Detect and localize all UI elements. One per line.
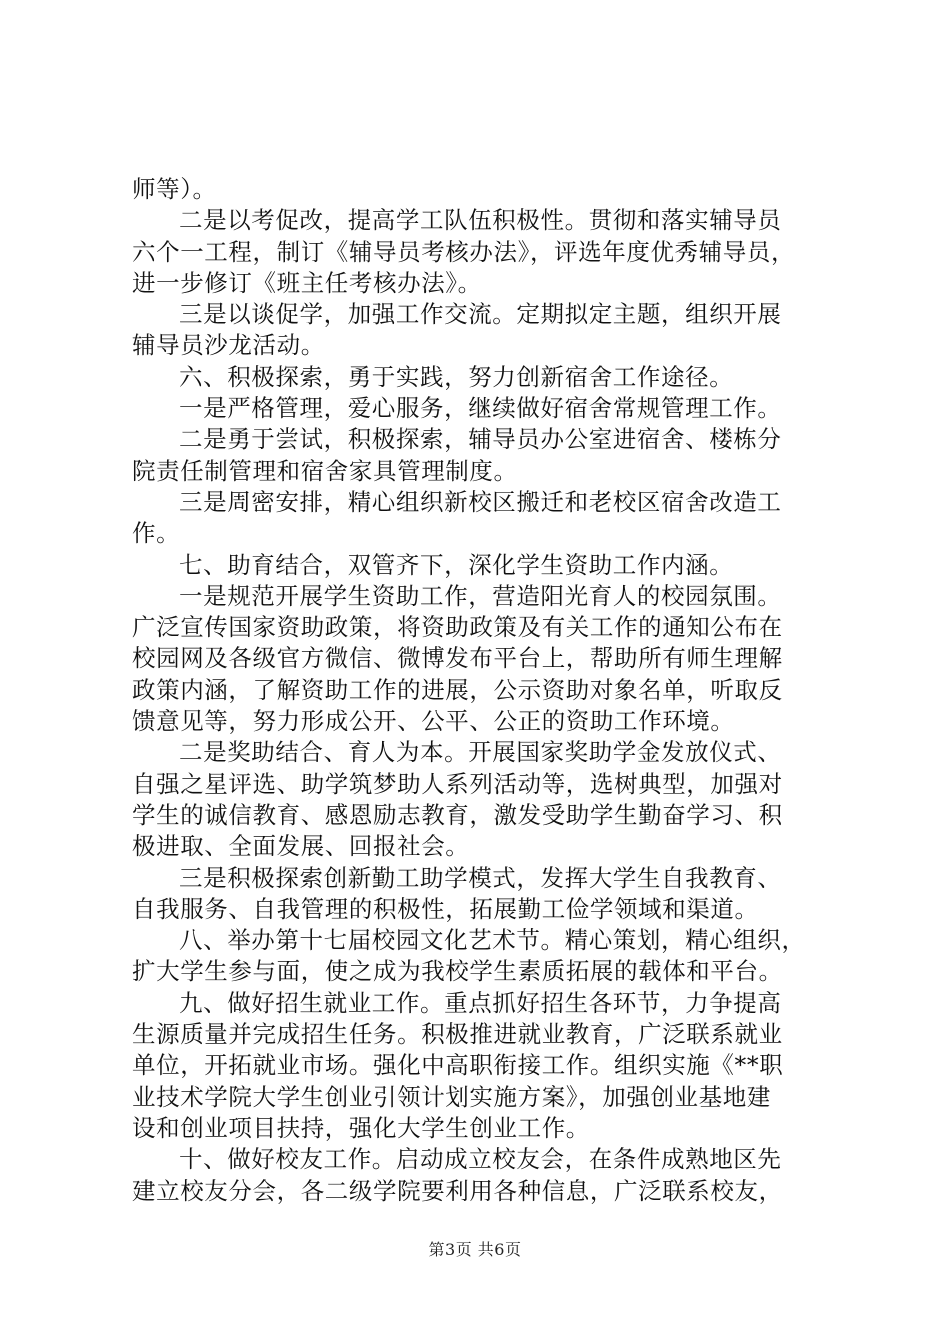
text-line: 极进取、全面发展、回报社会。 [132,832,470,861]
text-line: 六个一工程，制订《辅导员考核办法》，评选年度优秀辅导员， [132,237,796,266]
page-footer: 第3页 共6页 [428,1240,522,1259]
text-line: 九、做好招生就业工作。重点抓好招生各环节，力争提高 [179,988,782,1017]
text-line: 扩大学生参与面，使之成为我校学生素质拓展的载体和平台。 [132,957,783,986]
text-line: 二是以考促改，提高学工队伍积极性。贯彻和落实辅导员 [179,206,782,235]
text-line: 政策内涵，了解资助工作的进展，公示资助对象名单，听取反 [132,675,783,704]
text-line: 作。 [132,519,181,548]
text-line: 师等）。 [132,175,217,203]
text-line: 辅导员沙龙活动。 [132,331,325,360]
text-line: 建立校友分会，各二级学院要利用各种信息，广泛联系校友， [132,1176,783,1205]
text-line: 广泛宣传国家资助政策，将资助政策及有关工作的通知公布在 [132,613,783,642]
text-line: 三是以谈促学，加强工作交流。定期拟定主题，组织开展 [179,300,782,329]
text-line: 三是周密安排，精心组织新校区搬迁和老校区宿舍改造工 [179,487,782,516]
document-body [132,174,832,1207]
text-line: 三是积极探索创新勤工助学模式，发挥大学生自我教育、 [179,863,782,892]
text-line: 二是奖助结合、育人为本。开展国家奖助学金发放仪式、 [179,738,782,767]
text-line: 二是勇于尝试，积极探索，辅导员办公室进宿舍、楼栋分 [179,425,782,454]
text-line: 馈意见等，努力形成公开、公平、公正的资助工作环境。 [132,707,735,736]
text-line: 设和创业项目扶持，强化大学生创业工作。 [132,1113,590,1142]
text-line: 自强之星评选、助学筑梦助人系列活动等，选树典型，加强对 [132,769,783,798]
text-line: 生源质量并完成招生任务。积极推进就业教育，广泛联系就业 [132,1020,783,1049]
text-line: 业技术学院大学生创业引领计划实施方案》，加强创业基地建 [132,1082,771,1111]
text-line: 一是规范开展学生资助工作，营造阳光育人的校园氛围。 [179,581,782,610]
text-line: 单位，开拓就业市场。强化中高职衔接工作。组织实施《**职 [132,1051,784,1080]
text-line: 进一步修订《班主任考核办法》。 [132,268,482,297]
text-line: 一是严格管理，爱心服务，继续做好宿舍常规管理工作。 [179,394,782,423]
text-line: 自我服务、自我管理的积极性，拓展勤工俭学领域和渠道。 [132,894,759,923]
text-line: 七、助育结合，双管齐下，深化学生资助工作内涵。 [179,550,734,579]
text-line: 院责任制管理和宿舍家具管理制度。 [132,456,518,485]
text-line: 校园网及各级官方微信、微博发布平台上，帮助所有师生理解 [132,644,783,673]
text-line: 八、举办第十七届校园文化艺术节。精心策划，精心组织， [179,926,806,955]
text-line: 十、做好校友工作。启动成立校友会，在条件成熟地区先 [179,1145,782,1174]
text-line: 六、积极探索，勇于实践，努力创新宿舍工作途径。 [179,362,734,391]
text-line: 学生的诚信教育、感恩励志教育，激发受助学生勤奋学习、积 [132,800,783,829]
